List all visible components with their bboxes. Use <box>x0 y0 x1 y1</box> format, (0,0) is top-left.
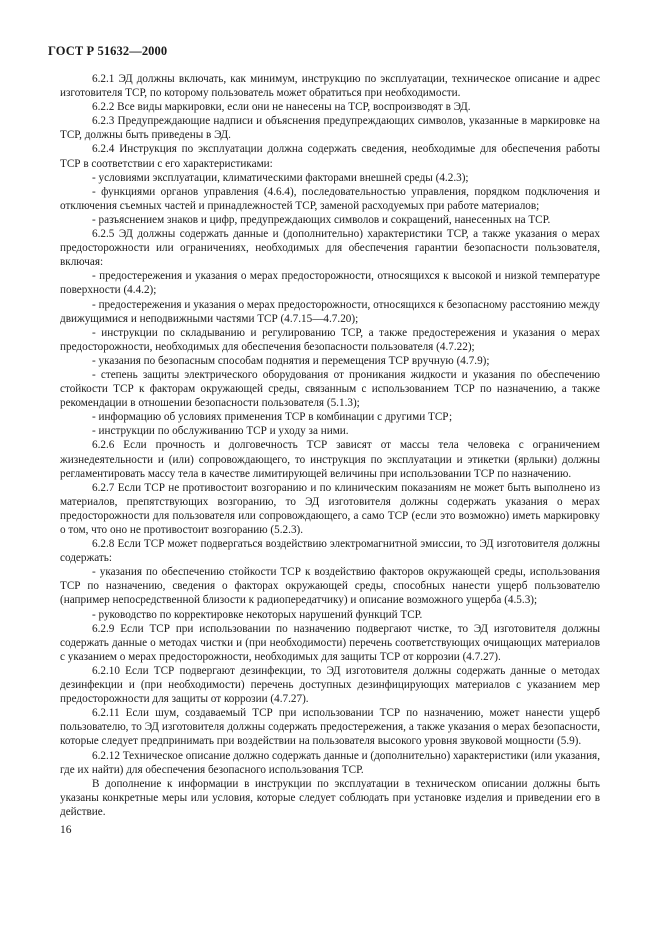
paragraph-6-2-2: 6.2.2 Все виды маркировки, если они не нанесены на ТСР, воспроизводят в ЭД. <box>92 101 471 114</box>
paragraph-6-2-6: 6.2.6 Если прочность и долговечность ТСР зависят от массы тела человека с ограничением жизнедеятельности и (или) сопровождающего, то инструкция по эксплуатации и этикетки (ярлыки) должны регламентировать массу тела в качестве лимитирующей величины при использовании ТСР по назначению. <box>60 439 600 480</box>
paragraph-6-2-7: 6.2.7 Если ТСР не противостоит возгоранию и по клиническим показаниям не может быть выполнено из материалов, препятствующих возгоранию, то ЭД изготовителя должны содержать указания о мерах предосторожности для пользователя или сопровождающего, а само ТСР (если это возможно) иметь маркировку о том, что оно не противостоит возгоранию (5.2.3). <box>60 481 600 536</box>
document-body <box>60 72 600 819</box>
paragraph-6-2-4: 6.2.4 Инструкция по эксплуатации должна содержать сведения, необходимые для обеспечения работы ТСР в соответствии с его характеристиками: <box>60 143 600 170</box>
list-item: - руководство по корректировке некоторых нарушений функций ТСР. <box>92 608 423 621</box>
list-item: - условиями эксплуатации, климатическими факторами внешней среды (4.2.3); <box>92 171 469 184</box>
list-item: - функциями органов управления (4.6.4), последовательностью управления, порядком подключения и отключения съемных частей и принадлежностей ТСР, заменой расходуемых при работе материалов; <box>60 185 600 212</box>
paragraph-6-2-1: 6.2.1 ЭД должны включать, как минимум, инструкцию по эксплуатации, техническое описание и адрес изготовителя ТСР, по которому пользователь может обратиться при необходимости. <box>60 73 600 100</box>
list-item: - указания по обеспечению стойкости ТСР к воздействию факторов окружающей среды, использования ТСР по назначению, сведения о факторах окружающей среды, способных нанести ущерб пользователю (например непосредственной близости к радиопередатчику) и описание возможного ущерба (4.5.3); <box>60 566 600 607</box>
list-item: - предостережения и указания о мерах предосторожности, относящихся к безопасному расстоянию между движущимися и неподвижными частями ТСР (4.7.15—4.7.20); <box>60 298 600 325</box>
paragraph-6-2-3: 6.2.3 Предупреждающие надписи и объяснения предупреждающих символов, указанные в маркировке на ТСР, должны быть приведены в ЭД. <box>60 115 600 142</box>
paragraph-6-2-11: 6.2.11 Если шум, создаваемый ТСР при использовании ТСР по назначению, может нанести ущерб пользователю, то ЭД изготовителя должны содержать предостережения, а также указания о мерах безопасности, которые следует предпринимать при воздействии на пользователя высокого уровня звуковой мощности (5.9). <box>60 707 600 748</box>
paragraph-6-2-10: 6.2.10 Если ТСР подвергают дезинфекции, то ЭД изготовителя должны содержать данные о методах дезинфекции и (при необходимости) перечень доступных дезинфицирующих материалов с указанием мер предосторожности для защиты от коррозии (4.7.27). <box>60 664 600 706</box>
list-item: - разъяснением знаков и цифр, предупреждающих символов и сокращений, нанесенных на ТСР. <box>92 213 551 226</box>
paragraph-6-2-9: 6.2.9 Если ТСР при использовании по назначению подвергают чистке, то ЭД изготовителя должны содержать данные о методах чистки и (при необходимости) перечень соответствующих очищающих материалов с указанием о мерах предосторожности, необходимых для защиты ТСР от коррозии (4.7.27). <box>60 622 600 663</box>
document-code-header: ГОСТ Р 51632—2000 <box>48 44 168 58</box>
list-item: - степень защиты электрического оборудования от проникания жидкости и указания по обеспечению стойкости ТСР к факторам окружающей среды, связанным с использованием ТСР по назначению, а также рекомендации в отношении безопасности пользователя (5.1.3); <box>60 368 600 410</box>
list-item: - инструкции по обслуживанию ТСР и уходу за ними. <box>92 425 349 438</box>
list-item: - предостережения и указания о мерах предосторожности, относящихся к высокой и низкой температуре поверхности (4.4.2); <box>60 270 600 297</box>
paragraph-6-2-8: 6.2.8 Если ТСР может подвергаться воздействию электромагнитной эмиссии, то ЭД изготовителя должны содержать: <box>60 538 600 565</box>
list-item: - информацию об условиях применения ТСР в комбинации с другими ТСР; <box>92 411 453 424</box>
list-item: - инструкции по складыванию и регулированию ТСР, а также предостережения и указания о мерах предосторожности, необходимых для обеспечения безопасности пользователя (4.7.22); <box>60 326 600 353</box>
page-number: 16 <box>60 824 72 836</box>
list-item: - указания по безопасным способам поднятия и перемещения ТСР вручную (4.7.9); <box>92 354 490 367</box>
paragraph-6-2-12: 6.2.12 Техническое описание должно содержать данные и (дополнительно) характеристики (или указания, где их найти) для обеспечения безопасного использования ТСР. <box>60 749 600 776</box>
paragraph-closing: В дополнение к информации в инструкции по эксплуатации в техническом описании должны быть указаны конкретные меры или условия, которые следует соблюдать при установке изделия и приведении его в действие. <box>60 777 600 818</box>
paragraph-6-2-5: 6.2.5 ЭД должны содержать данные и (дополнительно) характеристики ТСР, а также указания о мерах предосторожности или ограничениях, необходимых для обеспечения гарантии безопасности пользователя, включая: <box>60 228 600 269</box>
